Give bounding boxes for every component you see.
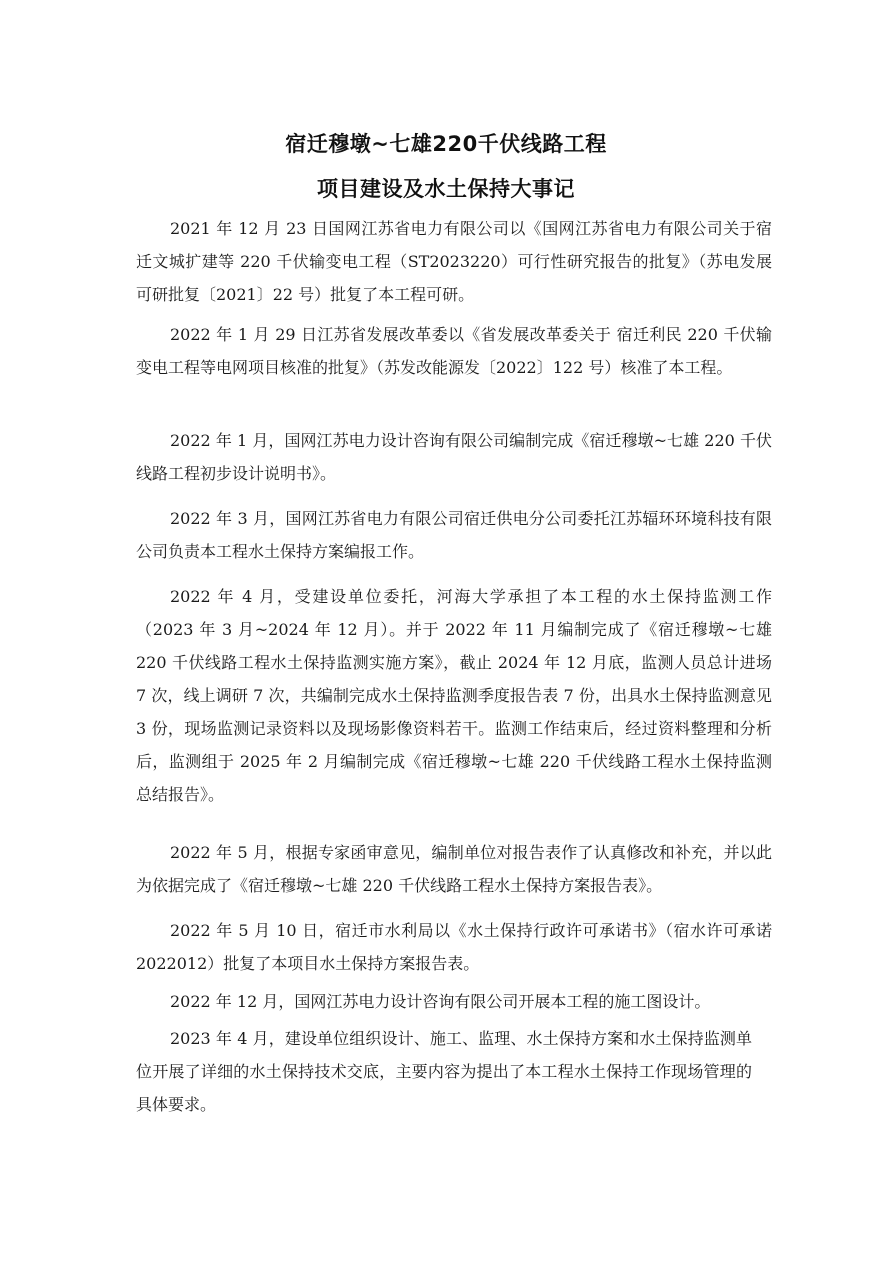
paragraph-technical-briefing: 2023 年 4 月，建设单位组织设计、施工、监理、水土保持方案和水土保持监测单位开展了详细的水土保持技术交底，主要内容为提出了本工程水土保持工作现场管理的具体要求。 <box>136 1029 752 1114</box>
paragraph-project-approval: 2022 年 1 月 29 日江苏省发展改革委以《省发展改革委关于 宿迁利民 220 千伏输变电工程等电网项目核准的批复》（苏发改能源发〔2022〕122 号）核准了本工程。 <box>136 325 772 377</box>
paragraph-monitoring-work: 2022 年 4 月，受建设单位委托，河海大学承担了本工程的水土保持监测工作（2023 年 3 月~2024 年 12 月）。并于 2022 年 11 月编制完成了《宿迁穆墩~七雄 220 千伏线路工程水土保持监测实施方案》，截止 2024 年 12 月底，监测人员总计进场 7 次，线上调研 7 次，共编制完成水土保持监测季度报告表 7 份，出具水土保持监测意见 3 份，现场监测记录资料以及现场影像资料若干。监测工作结束后，经过资料整理和分析后，监测组于 2025 年 2 月编制完成《宿迁穆墩~七雄 220 千伏线路工程水土保持监测总结报告》。 <box>136 587 772 804</box>
paragraph-feasibility-approval: 2021 年 12 月 23 日国网江苏省电力有限公司以《国网江苏省电力有限公司关于宿迁文城扩建等 220 千伏输变电工程（ST2023220）可行性研究报告的批复》（苏电发展可研批复〔2021〕22 号）批复了本工程可研。 <box>136 219 772 304</box>
document-title: 宿迁穆墩~七雄220千伏线路工程 <box>285 132 607 156</box>
document-subtitle: 项目建设及水土保持大事记 <box>317 177 575 201</box>
paragraph-plan-report-revision: 2022 年 5 月，根据专家函审意见，编制单位对报告表作了认真修改和补充，并以此为依据完成了《宿迁穆墩~七雄 220 千伏线路工程水土保持方案报告表》。 <box>136 843 772 895</box>
paragraph-plan-approval: 2022 年 5 月 10 日，宿迁市水利局以《水土保持行政许可承诺书》（宿水许可承诺 2022012）批复了本项目水土保持方案报告表。 <box>136 921 772 973</box>
paragraph-plan-commission: 2022 年 3 月，国网江苏省电力有限公司宿迁供电分公司委托江苏辐环环境科技有限公司负责本工程水土保持方案编报工作。 <box>136 509 772 561</box>
paragraph-preliminary-design: 2022 年 1 月，国网江苏电力设计咨询有限公司编制完成《宿迁穆墩~七雄 220 千伏线路工程初步设计说明书》。 <box>136 431 772 483</box>
paragraph-construction-design: 2022 年 12 月，国网江苏电力设计咨询有限公司开展本工程的施工图设计。 <box>170 992 711 1011</box>
